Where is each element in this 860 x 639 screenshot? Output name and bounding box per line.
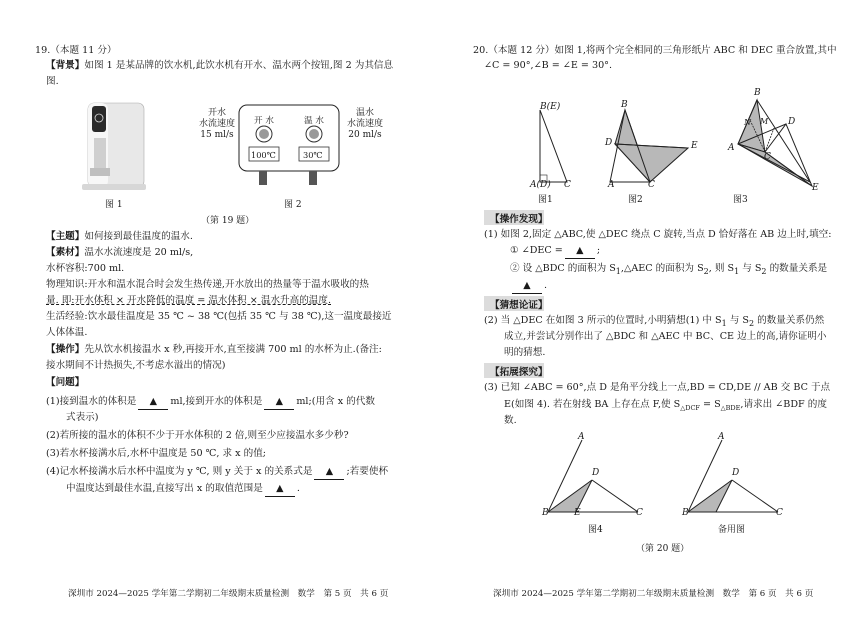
tag-material: 【素材】: [46, 247, 85, 258]
f3-label-n: N: [744, 118, 751, 127]
bg-text-1: 如图 1 是某品牌的饮水机,此饮水机有开水、温水两个按钮,图 2 为其信息: [84, 60, 394, 71]
f2-label-e: E: [691, 141, 698, 151]
hot-button-label: 开 水: [254, 116, 274, 126]
sub-bde: △BDE: [720, 403, 741, 412]
s1-3d: 与 S: [739, 263, 762, 274]
f3-label-m: M: [760, 117, 769, 126]
hot-temp-display: 100℃: [251, 150, 276, 160]
fig4-caption: 图4: [588, 525, 603, 535]
f3-label-e: E: [812, 183, 819, 193]
f3-label-c: C: [764, 152, 771, 162]
f3-label-d: D: [788, 117, 796, 127]
problem-1: [46, 395, 375, 410]
q20-heading-2: ∠C = 90°,∠B = ∠E = 30°.: [484, 60, 613, 71]
q19-theme: [46, 230, 193, 244]
f4-label-b1: B: [542, 508, 549, 518]
life-text-2: 人体体温.: [46, 327, 88, 338]
f1-label-be: B(E): [540, 102, 561, 112]
theme-text: 如何接到最佳温度的温水.: [84, 231, 193, 242]
warm-speed-line-2: 水流速度: [346, 119, 383, 129]
answer-blank[interactable]: ▲: [512, 279, 542, 294]
hot-speed-label: [194, 108, 240, 141]
q19-heading: 19.（本题 11 分）: [35, 45, 117, 56]
s1-3c: , 则 S: [708, 263, 735, 274]
q20-heading: 20.（本题 12 分）如图 1,将两个完全相同的三角形纸片 ABC 和 DEC 重合放置,其中: [473, 45, 837, 56]
f4-label-a2: A: [718, 432, 725, 442]
f4-label-d1: D: [592, 468, 600, 478]
problem-2: (2)若所接的温水的体积不少于开水体积的 2 倍,则至少应接温水多少秒?: [46, 430, 349, 441]
s2-line-3: 明的猜想.: [504, 347, 546, 358]
f2-label-d: D: [605, 138, 613, 148]
answer-blank[interactable]: ▲: [565, 244, 595, 259]
s2-1b: 与 S: [726, 315, 749, 326]
section-operation: [484, 210, 548, 225]
s1-3e: 的数量关系是: [766, 263, 828, 274]
sub-1: 1: [721, 318, 727, 328]
s3-2b: = S: [699, 399, 721, 410]
bg-text-2: 图.: [46, 76, 59, 87]
problem-4-cont: [66, 482, 300, 497]
section-conjecture-label: 【猜想论证】: [490, 300, 548, 311]
s2-1: (2) 当 △DEC 在如图 3 所示的位置时,小明猜想(1) 中 S: [484, 315, 722, 326]
fig2-caption-20: 图2: [628, 195, 643, 205]
s1-4: .: [544, 280, 548, 291]
q19-figure-label: （第 19 题）: [201, 216, 255, 226]
spare-figure-caption: 备用图: [718, 525, 746, 535]
s2-line-1: [484, 314, 824, 331]
s1-2a: ① ∠DEC =: [510, 245, 563, 256]
f4-label-c1: C: [636, 508, 643, 518]
material-text: 温水水流速度是 20 ml/s,: [84, 247, 194, 258]
q19-operation: [46, 343, 382, 357]
f2-label-b: B: [621, 100, 628, 110]
sub-1: 1: [734, 266, 740, 276]
answer-blank[interactable]: ▲: [314, 465, 344, 480]
problem-3: (3)若水杯接满水后,水杯中温度是 50 ℃, 求 x 的值;: [46, 448, 267, 459]
f4-label-e1: E: [574, 508, 581, 518]
sub-dcf: △DCF: [680, 403, 700, 412]
p1-text-d: 式表示): [66, 412, 99, 423]
p4-text-d: .: [296, 483, 300, 494]
answer-blank[interactable]: ▲: [138, 395, 168, 410]
warm-speed-label: [342, 108, 388, 141]
s1-3b: ,△AEC 的面积为 S: [620, 263, 704, 274]
p1-text-b: ml,接到开水的体积是: [170, 396, 263, 407]
tag-operation: 【操作】: [46, 344, 85, 355]
answer-blank[interactable]: ▲: [264, 395, 294, 410]
tag-theme: 【主题】: [46, 231, 85, 242]
f4-label-b2: B: [682, 508, 689, 518]
p4-text-a: (4)记水杯接满水后水杯中温度为 y ℃, 则 y 关于 x 的关系式是: [46, 466, 313, 477]
p4-text-c: 中温度达到最佳水温,直接写出 x 的取值范围是: [66, 483, 263, 494]
s1-2b: ;: [596, 245, 601, 256]
fig1-caption: 图 1: [105, 200, 123, 210]
answer-blank[interactable]: ▲: [265, 482, 295, 497]
s3-2: E(如图 4). 若在射线 BA 上存在点 F,使 S: [504, 399, 681, 410]
fig1-caption-20: 图1: [538, 195, 553, 205]
f1-label-c: C: [564, 180, 571, 190]
sub-2: 2: [703, 266, 709, 276]
hot-speed-line-2: 水流速度: [198, 119, 235, 129]
s3-line-1: (3) 已知 ∠ABC = 60°,点 D 是角平分线上一点,BD = CD,DE // AB 交 BC 于点: [484, 382, 831, 393]
fig2-caption: 图 2: [284, 200, 302, 210]
section-conjecture: [484, 296, 548, 311]
s2-line-2: 成立,并尝试分别作出了 △BDC 和 △AEC 中 BC、CE 边上的高,请你证明小: [504, 331, 827, 342]
warm-speed-line-3: 20 ml/s: [348, 130, 382, 140]
s3-2c: ,请求出 ∠BDF 的度: [740, 399, 827, 410]
operation-text-2: 接水期间不计热损失,不考虑水溢出的情况): [46, 360, 226, 371]
dispenser-panel-figure: [236, 102, 344, 188]
s3-line-3: 数.: [504, 415, 517, 426]
section-operation-label: 【操作发现】: [490, 214, 548, 225]
warm-button-label: 温 水: [304, 116, 324, 126]
section-extension: [484, 363, 548, 378]
s1-line-3: [510, 262, 827, 279]
q19-background: [46, 59, 393, 73]
tag-problem: 【问题】: [46, 377, 85, 388]
f4-label-d2: D: [732, 468, 740, 478]
f4-label-a1: A: [578, 432, 585, 442]
p1-text-c: ml;(用含 x 的代数: [296, 396, 375, 407]
f3-label-b: B: [754, 88, 761, 98]
warm-temp-display: 30℃: [303, 150, 323, 160]
s1-line-4: [510, 279, 547, 294]
f1-label-ad: A(D): [530, 180, 551, 190]
life-text-1: 生活经验:饮水最佳温度是 35 ℃ ~ 38 ℃(包括 35 ℃ 与 38 ℃),这一温度最接近: [46, 311, 392, 322]
hot-speed-line-1: 开水: [207, 108, 226, 118]
hot-speed-line-3: 15 ml/s: [200, 130, 234, 140]
section-extension-label: 【拓展探究】: [490, 367, 548, 378]
water-dispenser-figure: [72, 98, 162, 194]
capacity-text: 水杯容积:700 ml.: [46, 263, 125, 274]
physics-text-2: 量. 即:开水体积 × 开水降低的温度 = 温水体积 × 温水升高的温度.: [46, 295, 332, 306]
q20-figure-label: （第 20 题）: [636, 544, 690, 554]
q19-material: [46, 246, 193, 260]
fig3-caption-20: 图3: [733, 195, 748, 205]
s3-line-2: [504, 398, 827, 415]
sub-2: 2: [761, 266, 767, 276]
left-footer: 深圳市 2024—2025 学年第二学期初二年级期末质量检测 数学 第 5 页 共 6 页: [68, 589, 389, 599]
f3-label-a: A: [728, 143, 735, 153]
s2-1c: 的数量关系仍然: [754, 315, 825, 326]
f2-label-c: C: [648, 180, 655, 190]
tag-background: 【背景】: [46, 60, 85, 71]
problem-4: [46, 465, 388, 480]
figure-4-and-spare: [540, 430, 790, 520]
q19-problem-tag: [46, 376, 84, 390]
sub-2: 2: [748, 318, 755, 328]
operation-text-1: 先从饮水机接温水 x 秒,再接开水,直至接满 700 ml 的水杯为止.(备注:: [84, 344, 382, 355]
physics-text-1: 物理知识:开水和温水混合时会发生热传递,开水放出的热量等于温水吸收的热: [46, 279, 369, 290]
s1-line-2: [510, 244, 600, 259]
triangle-figures: [510, 98, 836, 194]
s1-line-1: (1) 如图 2,固定 △ABC,使 △DEC 绕点 C 旋转,当点 D 恰好落在 AB 边上时,填空:: [484, 229, 832, 240]
f4-label-c2: C: [776, 508, 783, 518]
p4-text-b: ;若要使杯: [346, 466, 389, 477]
right-page: [430, 0, 860, 639]
sub-1: 1: [615, 266, 621, 276]
warm-speed-line-1: 温水: [355, 108, 374, 118]
p1-text-a: (1)接到温水的体积是: [46, 396, 137, 407]
f2-label-a: A: [608, 180, 615, 190]
s1-3a: ② 设 △BDC 的面积为 S: [510, 263, 616, 274]
right-footer: 深圳市 2024—2025 学年第二学期初二年级期末质量检测 数学 第 6 页 共 6 页: [493, 589, 814, 599]
